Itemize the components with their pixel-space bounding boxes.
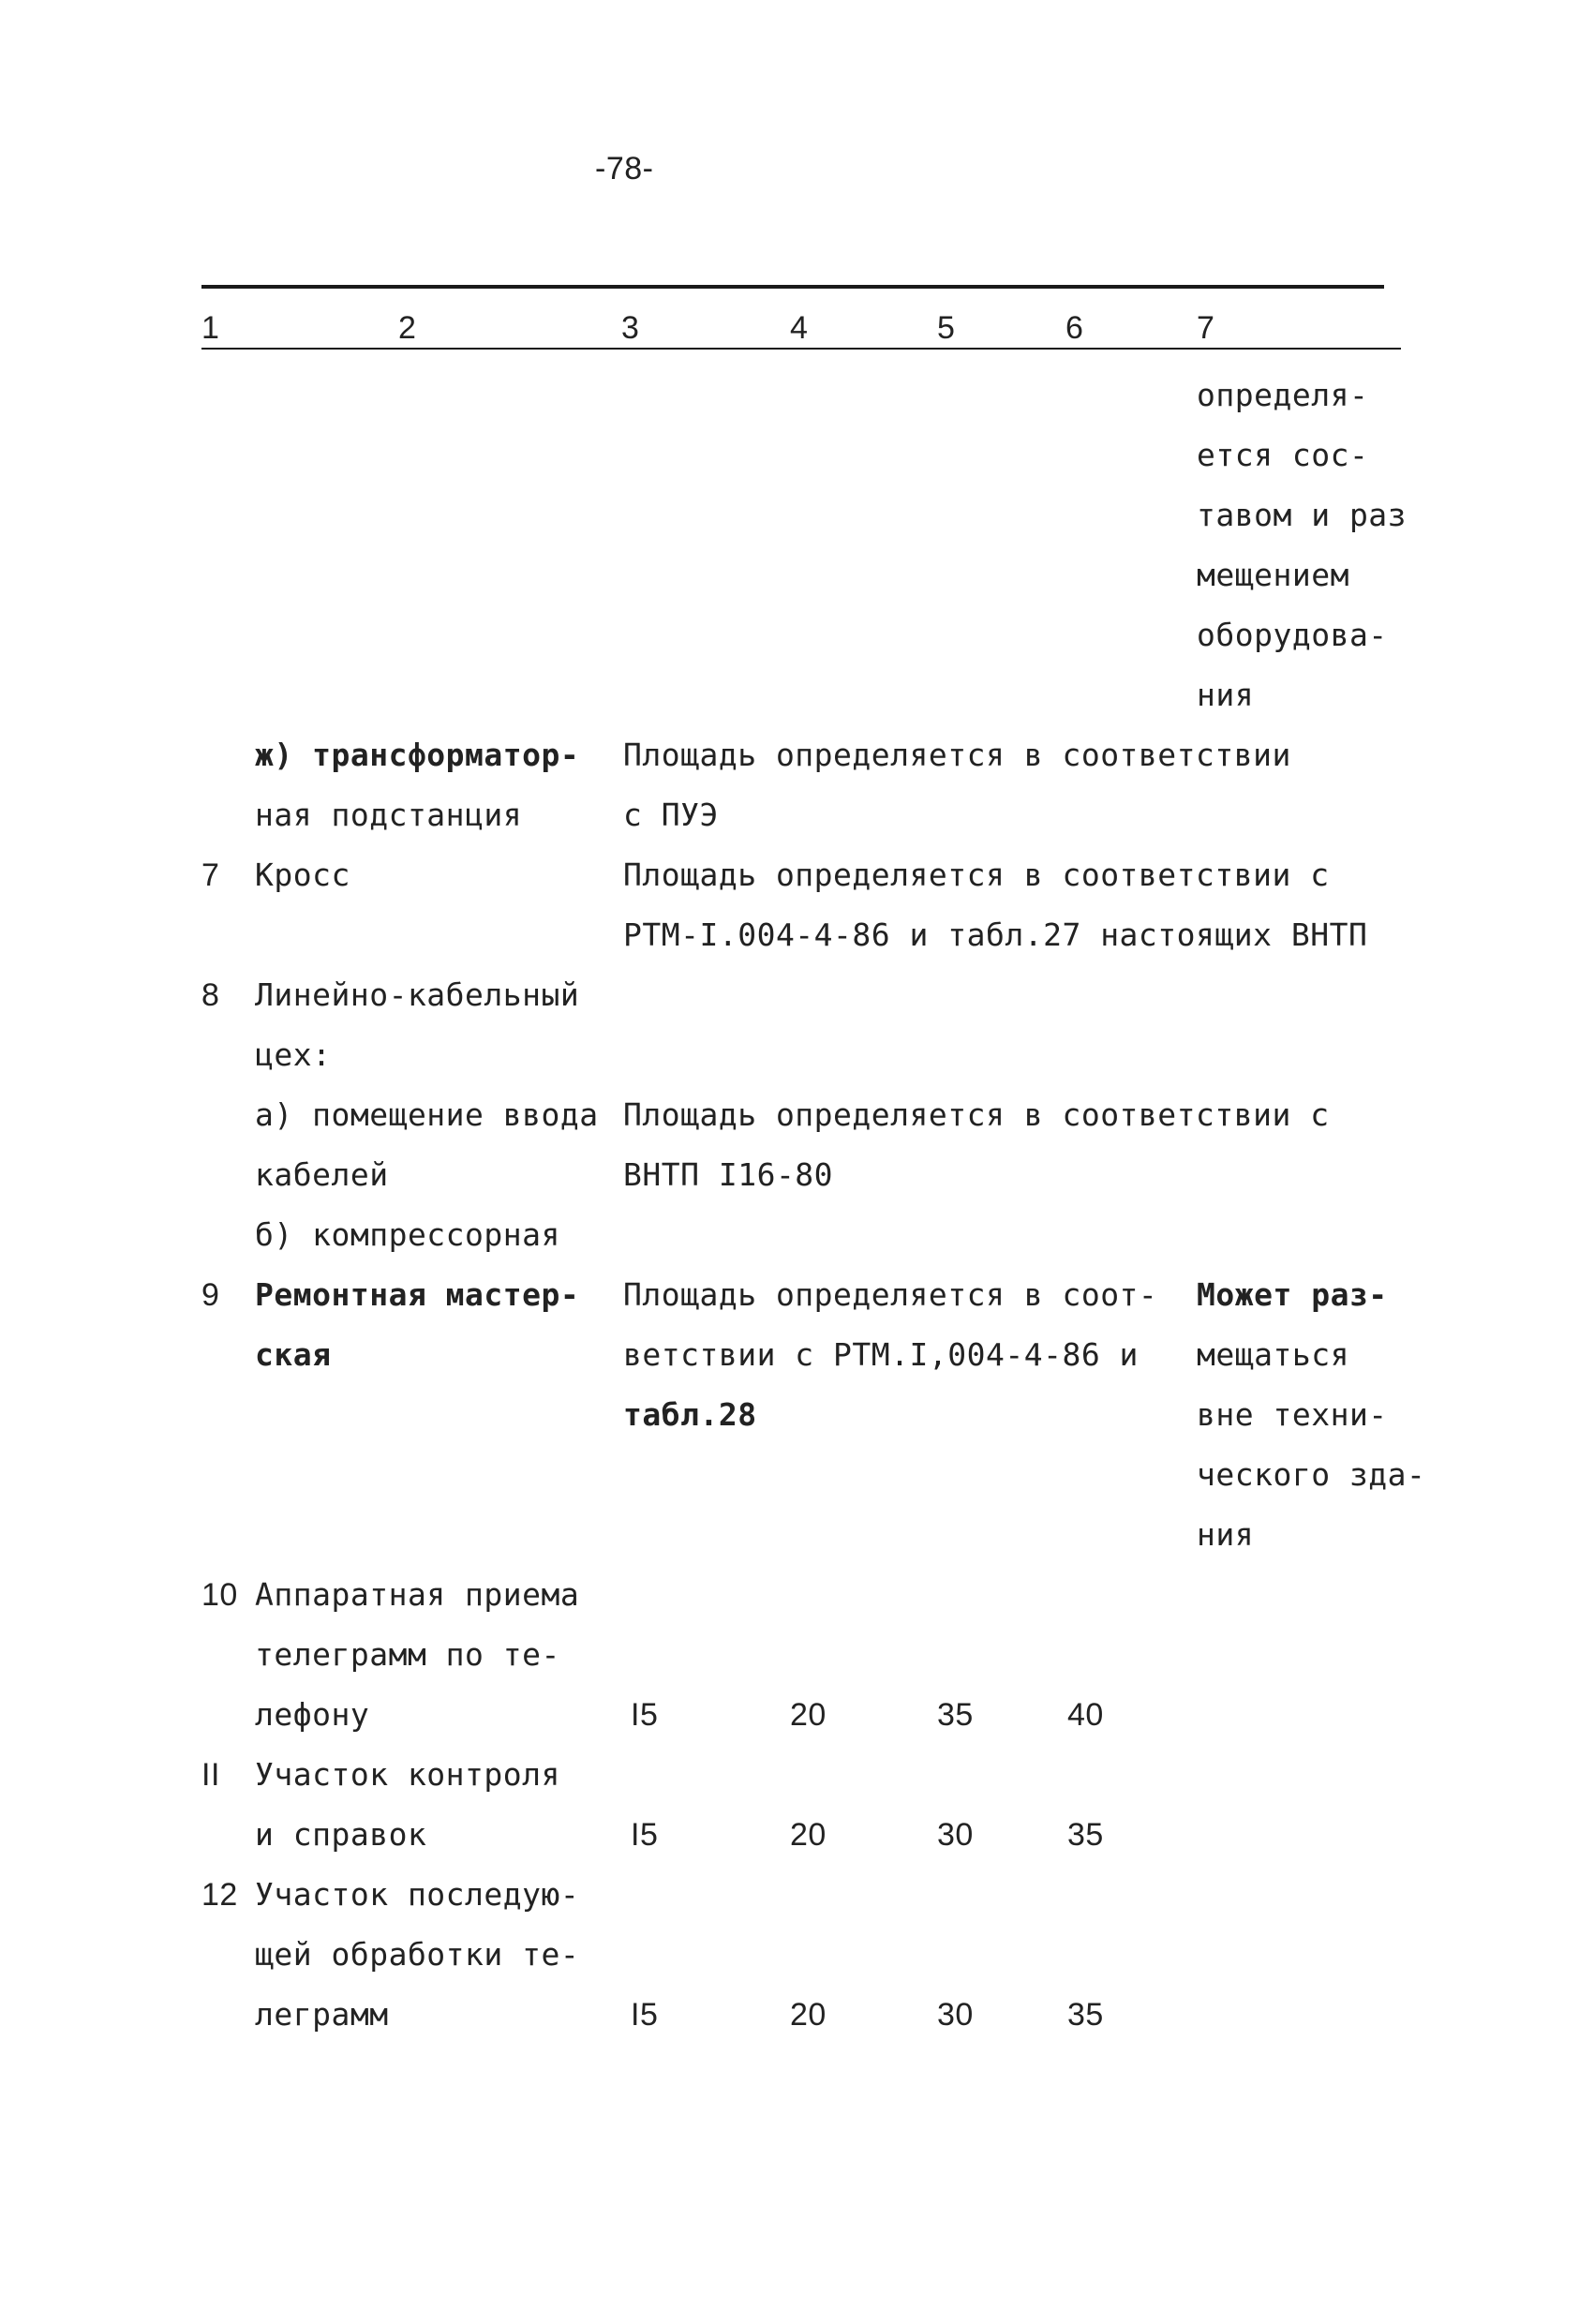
- row-text: ВНТП I16-80: [623, 1156, 834, 1193]
- value-col-6: 35: [1067, 1817, 1104, 1853]
- row-number: 7: [201, 857, 220, 893]
- row-subitem-name: б) компрессорная: [255, 1216, 560, 1253]
- value-col-6: 35: [1067, 1997, 1104, 2033]
- note-line: мещением: [1197, 557, 1349, 593]
- note-line: мещаться: [1197, 1336, 1349, 1373]
- table-top-rule: [201, 285, 1384, 289]
- row-text: Площадь определяется в соответствии с: [623, 857, 1330, 893]
- header-col-2: 2: [398, 310, 417, 346]
- value-col-3: I5: [631, 1817, 659, 1853]
- row-number: 8: [201, 977, 220, 1013]
- value-col-3: I5: [631, 1697, 659, 1733]
- note-line: ния: [1197, 1516, 1255, 1553]
- row-text: Площадь определяется в соответствии с: [623, 1096, 1330, 1133]
- note-line: вне техни-: [1197, 1396, 1388, 1433]
- row-name: щей обработки те-: [255, 1936, 580, 1973]
- row-number: 10: [201, 1577, 238, 1613]
- row-name: лефону: [255, 1696, 370, 1733]
- note-line: тавом и раз: [1197, 497, 1408, 533]
- header-col-4: 4: [790, 310, 809, 346]
- row-name: ская: [255, 1336, 332, 1373]
- row-text: Площадь определяется в соответствии: [623, 737, 1291, 773]
- row-name: Кросс: [255, 857, 350, 893]
- row-subitem-name: а) помещение ввода: [255, 1096, 599, 1133]
- row-number: 9: [201, 1277, 220, 1313]
- header-col-7: 7: [1197, 310, 1215, 346]
- note-line: ческого зда-: [1197, 1456, 1426, 1493]
- row-name: цех:: [255, 1036, 332, 1073]
- row-name: леграмм: [255, 1996, 389, 2033]
- value-col-3: I5: [631, 1997, 659, 2033]
- row-text: ветствии с РТМ.I,004-4-86 и: [623, 1336, 1139, 1373]
- row-text: с ПУЭ: [623, 797, 719, 833]
- page-number: -78-: [595, 151, 654, 186]
- row-name: Линейно-кабельный: [255, 976, 580, 1013]
- value-col-4: 20: [790, 1697, 827, 1733]
- value-col-5: 30: [937, 1817, 974, 1853]
- note-line: ния: [1197, 677, 1255, 713]
- value-col-4: 20: [790, 1817, 827, 1853]
- value-col-4: 20: [790, 1997, 827, 2033]
- note-line: оборудова-: [1197, 617, 1388, 653]
- row-name: ная подстанция: [255, 797, 523, 833]
- value-col-5: 35: [937, 1697, 974, 1733]
- note-line: определя-: [1197, 377, 1369, 413]
- row-name: телеграмм по те-: [255, 1636, 560, 1673]
- row-number: 12: [201, 1877, 238, 1913]
- row-name: Участок последую-: [255, 1876, 580, 1913]
- row-name: и справок: [255, 1816, 427, 1853]
- note-line: Может раз-: [1197, 1276, 1388, 1313]
- row-number: II: [201, 1757, 220, 1793]
- row-name: ж) трансформатор-: [255, 737, 580, 773]
- header-col-3: 3: [621, 310, 640, 346]
- value-col-5: 30: [937, 1997, 974, 2033]
- row-name: Аппаратная приема: [255, 1576, 580, 1613]
- header-col-5: 5: [937, 310, 956, 346]
- row-name: Ремонтная мастер-: [255, 1276, 580, 1313]
- row-name: Участок контроля: [255, 1756, 560, 1793]
- row-text: Площадь определяется в соот-: [623, 1276, 1158, 1313]
- header-rule: [201, 348, 1401, 350]
- row-text: РТМ-I.004-4-86 и табл.27 настоящих ВНТП: [623, 916, 1368, 953]
- header-col-1: 1: [201, 310, 220, 346]
- note-line: ется сос-: [1197, 437, 1369, 473]
- row-text: табл.28: [623, 1396, 757, 1433]
- header-col-6: 6: [1065, 310, 1084, 346]
- row-subitem-name: кабелей: [255, 1156, 389, 1193]
- value-col-6: 40: [1067, 1697, 1104, 1733]
